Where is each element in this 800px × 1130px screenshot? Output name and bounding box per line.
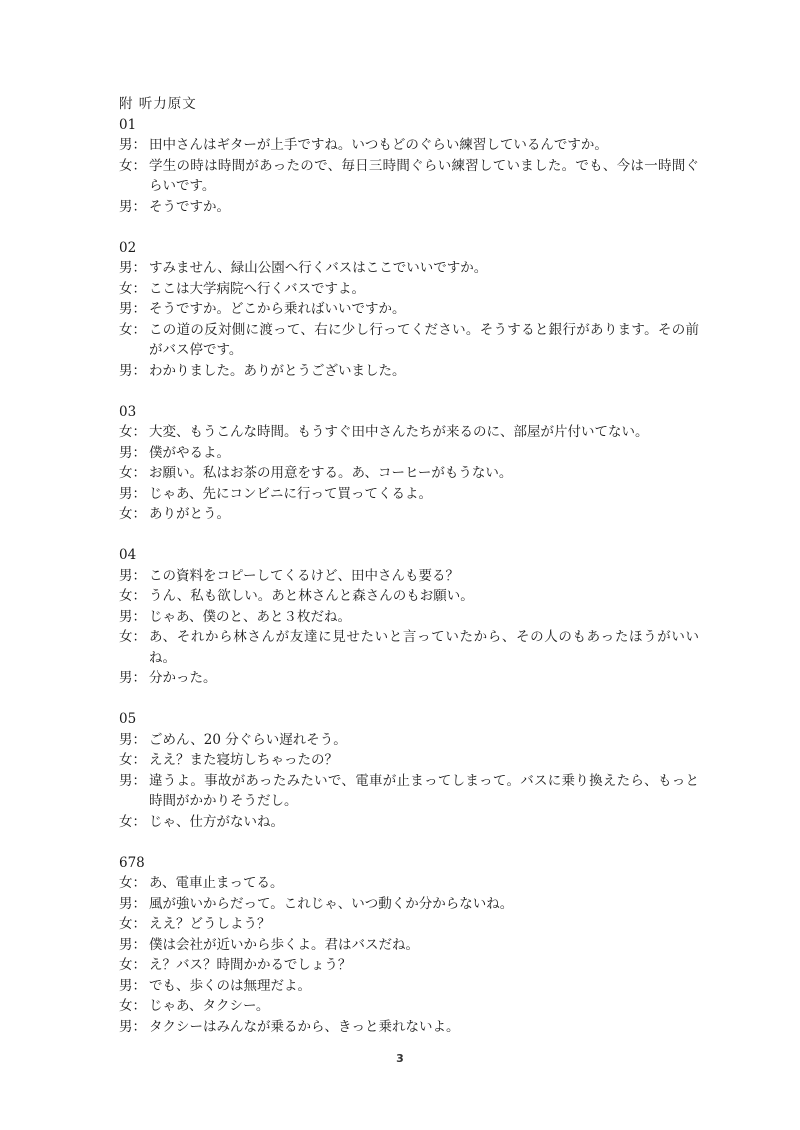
speaker-label: 男： bbox=[119, 137, 146, 153]
speaker-label: 男： bbox=[119, 608, 146, 625]
speaker-label: 男： bbox=[119, 977, 146, 994]
dialogue-line bbox=[119, 935, 699, 956]
dialogue-line bbox=[119, 320, 699, 361]
utterance-text: じゃあ、僕のと、あと３枚だね。 bbox=[149, 608, 351, 625]
speaker-label: 女： bbox=[119, 506, 146, 522]
utterance-text: 大変、もうこんな時間。もうすぐ田中さんたちが来るのに、部屋が片付いてない。 bbox=[149, 424, 649, 440]
speaker-label: 女： bbox=[119, 321, 146, 338]
section-number: 03 bbox=[119, 403, 137, 420]
utterance-text: わかりました。ありがとうございました。 bbox=[149, 362, 406, 379]
section-number: 678 bbox=[119, 854, 145, 871]
utterance-text: 僕がやるよ。 bbox=[149, 444, 230, 461]
speaker-label: 女： bbox=[119, 998, 146, 1014]
dialogue-line bbox=[119, 771, 699, 812]
speaker-label: 女： bbox=[119, 957, 146, 973]
dialogue-line bbox=[119, 135, 699, 156]
utterance-text: この道の反対側に渡って、右に少し行ってください。そうすると銀行があります。その前がバス停です。 bbox=[149, 321, 699, 358]
speaker-label: 男： bbox=[119, 444, 146, 461]
speaker-label: 男： bbox=[119, 260, 146, 276]
dialogue-line bbox=[119, 976, 699, 997]
dialogue-line bbox=[119, 914, 699, 935]
utterance-text: お願い。私はお茶の用意をする。あ、コーヒーがもうない。 bbox=[149, 465, 513, 481]
utterance-text: タクシーはみんなが乗るから、きっと乗れないよ。 bbox=[149, 1018, 460, 1035]
utterance-text: ありがとう。 bbox=[149, 506, 230, 522]
dialogue-line bbox=[119, 258, 699, 279]
dialogue-line bbox=[119, 299, 699, 320]
transcript-sections bbox=[119, 115, 699, 1038]
utterance-text: え？バス？時間かかるでしょう？ bbox=[149, 957, 352, 973]
utterance-text: そうですか。 bbox=[149, 198, 230, 215]
speaker-label: 男： bbox=[119, 895, 146, 912]
dialogue-line bbox=[119, 894, 699, 915]
transcript-section bbox=[119, 115, 699, 218]
dialogue-line bbox=[119, 607, 699, 628]
dialogue-line bbox=[119, 586, 699, 607]
dialogue-line bbox=[119, 873, 699, 894]
utterance-text: 学生の時は時間があったので、毎日三時間ぐらい練習していました。でも、今は一時間ぐらいです。 bbox=[149, 157, 699, 194]
utterance-text: ごめん、20 分ぐらい遅れそう。 bbox=[149, 731, 347, 748]
speaker-label: 女： bbox=[119, 465, 146, 481]
page-heading: 附 听力原文 bbox=[119, 96, 197, 112]
speaker-label: 女： bbox=[119, 629, 146, 645]
speaker-label: 女： bbox=[119, 588, 146, 604]
section-number: 05 bbox=[119, 711, 137, 727]
speaker-label: 女： bbox=[119, 916, 146, 932]
section-number: 01 bbox=[119, 116, 137, 133]
utterance-text: じゃあ、先にコンビニに行って買ってくるよ。 bbox=[149, 485, 432, 502]
speaker-label: 男： bbox=[119, 485, 146, 502]
utterance-text: うん、私も欲しい。あと林さんと森さんのもお願い。 bbox=[149, 588, 474, 604]
speaker-label: 男： bbox=[119, 670, 146, 686]
speaker-label: 男： bbox=[119, 936, 146, 953]
dialogue-line bbox=[119, 812, 699, 833]
transcript-body bbox=[119, 94, 699, 1058]
dialogue-line bbox=[119, 463, 699, 484]
utterance-text: じゃ、仕方がないね。 bbox=[149, 813, 284, 830]
page-number: 3 bbox=[396, 1052, 404, 1065]
utterance-text: ええ？どうしよう？ bbox=[149, 916, 271, 932]
utterance-text: 僕は会社が近いから歩くよ。君はバスだね。 bbox=[149, 936, 419, 953]
utterance-text: そうですか。どこから乗ればいいですか。 bbox=[149, 301, 406, 317]
utterance-text: 分かった。 bbox=[149, 670, 217, 686]
speaker-label: 女： bbox=[119, 752, 146, 768]
speaker-label: 男： bbox=[119, 772, 146, 789]
dialogue-line bbox=[119, 197, 699, 218]
utterance-text: あ、電車止まってる。 bbox=[149, 875, 284, 891]
utterance-text: ここは大学病院へ行くバスですよ。 bbox=[149, 280, 365, 297]
section-number: 04 bbox=[119, 547, 137, 563]
utterance-text: ええ？また寝坊しちゃったの？ bbox=[149, 752, 338, 768]
utterance-text: 田中さんはギターが上手ですね。いつもどのぐらい練習しているんですか。 bbox=[149, 137, 608, 153]
utterance-text: じゃあ、タクシー。 bbox=[149, 998, 270, 1014]
transcript-section bbox=[119, 402, 699, 525]
dialogue-line bbox=[119, 1017, 699, 1038]
speaker-label: 男： bbox=[119, 567, 146, 584]
speaker-label: 男： bbox=[119, 301, 146, 317]
transcript-section bbox=[119, 853, 699, 1038]
dialogue-line bbox=[119, 566, 699, 587]
utterance-text: この資料をコピーしてくるけど、田中さんも要る？ bbox=[149, 567, 459, 584]
speaker-label: 男： bbox=[119, 731, 146, 748]
dialogue-line bbox=[119, 730, 699, 751]
speaker-label: 女： bbox=[119, 157, 146, 174]
dialogue-line bbox=[119, 504, 699, 525]
utterance-text: あ、それから林さんが友達に見せたいと言っていたから、その人のもあったほうがいいね。 bbox=[149, 629, 699, 666]
dialogue-line bbox=[119, 996, 699, 1017]
speaker-label: 女： bbox=[119, 813, 146, 830]
utterance-text: 風が強いからだって。これじゃ、いつ動くか分からないね。 bbox=[149, 895, 514, 912]
dialogue-line bbox=[119, 156, 699, 197]
transcript-section bbox=[119, 238, 699, 382]
dialogue-line bbox=[119, 279, 699, 300]
utterance-text: すみません、緑山公園へ行くバスはここでいいですか。 bbox=[149, 260, 488, 276]
section-number: 02 bbox=[119, 239, 137, 256]
speaker-label: 男： bbox=[119, 198, 146, 215]
dialogue-line bbox=[119, 750, 699, 771]
dialogue-line bbox=[119, 361, 699, 382]
dialogue-line bbox=[119, 422, 699, 443]
dialogue-line bbox=[119, 955, 699, 976]
speaker-label: 女： bbox=[119, 424, 146, 440]
dialogue-line bbox=[119, 484, 699, 505]
speaker-label: 男： bbox=[119, 1018, 146, 1035]
speaker-label: 男： bbox=[119, 362, 146, 379]
dialogue-line bbox=[119, 443, 699, 464]
utterance-text: 違うよ。事故があったみたいで、電車が止まってしまって。バスに乗り換えたら、もっと時間がかかりそうだし。 bbox=[149, 772, 699, 809]
transcript-section bbox=[119, 709, 699, 832]
speaker-label: 女： bbox=[119, 875, 146, 891]
transcript-section bbox=[119, 545, 699, 689]
dialogue-line bbox=[119, 668, 699, 689]
speaker-label: 女： bbox=[119, 280, 146, 297]
utterance-text: でも、歩くのは無理だよ。 bbox=[149, 977, 311, 994]
dialogue-line bbox=[119, 627, 699, 668]
